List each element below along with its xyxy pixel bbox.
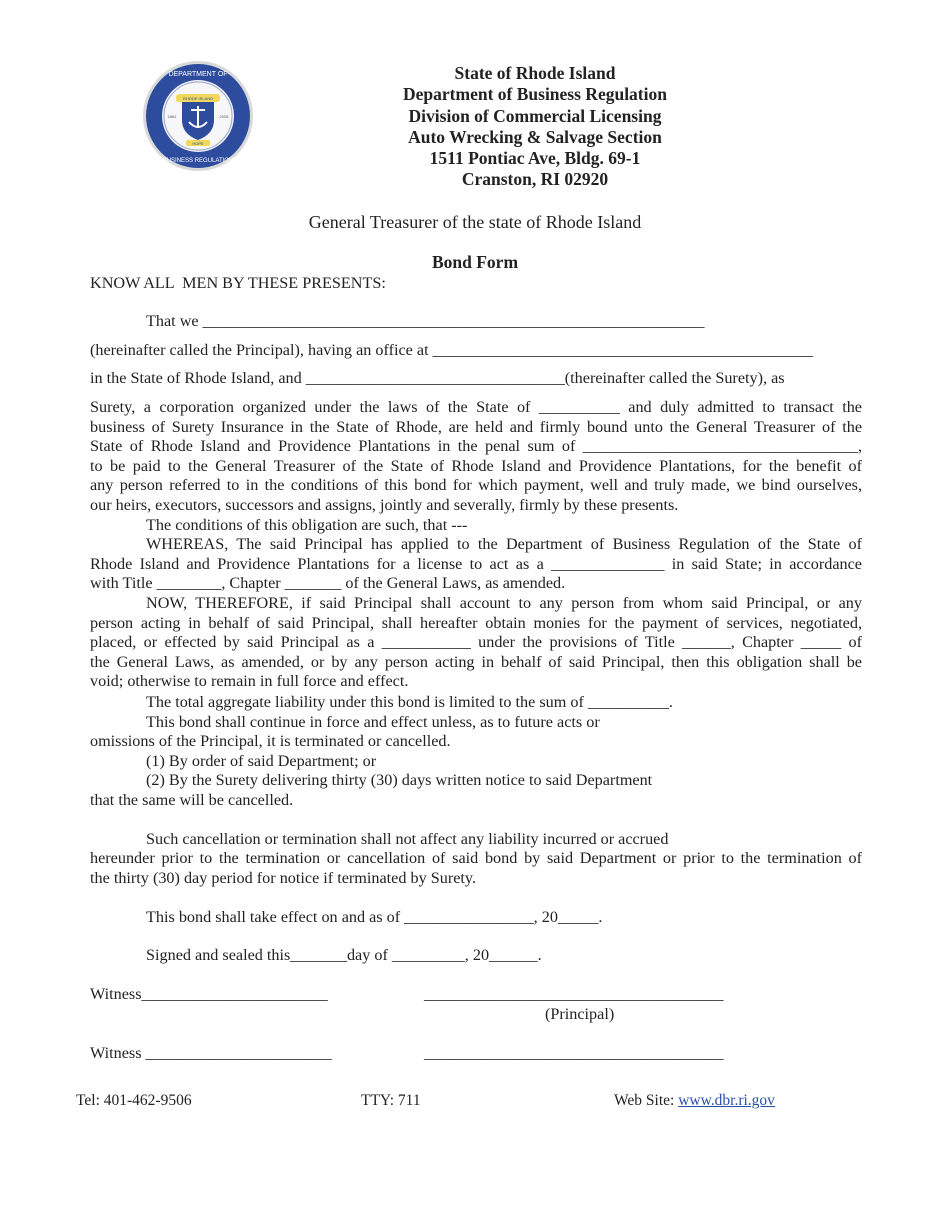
cancellation-line: the thirty (30) day period for notice if terminated by Surety. (90, 869, 476, 887)
witness-1-field[interactable]: Witness_______________________ (90, 985, 328, 1003)
seal-side-left-text: 1861 (167, 114, 177, 119)
seal-ring-top-text: DEPARTMENT OF (168, 71, 228, 78)
paragraph-line: void; otherwise to remain in full force and effect. (90, 672, 409, 690)
letterhead (330, 63, 740, 191)
form-title: Bond Form (431, 252, 519, 272)
paragraph-line: the General Laws, as amended, or by any person acting in behalf of said Principal, then this obligation shall be (90, 653, 862, 671)
condition-item-1: (1) By order of said Department; or (146, 752, 377, 770)
header-division: Division of Commercial Licensing (408, 105, 662, 126)
principal-office-field[interactable]: (hereinafter called the Principal), having an office at _______________________________________________ (90, 341, 814, 359)
paragraph-line: to be paid to the General Treasurer of the State of Rhode Island and Providence Plantations, for the benefit of (90, 457, 862, 475)
principal-name-field[interactable]: That we ______________________________________________________________ (146, 312, 705, 330)
surety-state-field[interactable]: Surety, a corporation organized under the laws of the State of __________ and duly admitted to transact the (90, 398, 862, 416)
website-link[interactable]: www.dbr.ri.gov (678, 1092, 775, 1109)
paragraph-line: business of Surety Insurance in the State of Rhode, are held and firmly bound unto the General Treasurer of the (90, 418, 862, 436)
website-label: Web Site: (614, 1092, 679, 1109)
footer-website (614, 1092, 775, 1110)
continuation-line: omissions of the Principal, it is terminated or cancelled. (90, 732, 451, 750)
penal-sum-field[interactable]: State of Rhode Island and Providence Plantations in the penal sum of __________________________________, (90, 437, 862, 455)
paragraph-line: any person referred to in the conditions of this bond for which payment, well and truly made, we bind ourselves, (90, 476, 862, 494)
header-state: State of Rhode Island (454, 63, 616, 83)
seal-side-right-text: 2005 (219, 114, 229, 119)
header-city: Cranston, RI 02920 (461, 169, 609, 190)
footer-tty: TTY: 711 (361, 1092, 421, 1109)
continuation-line: This bond shall continue in force and effect unless, as to future acts or (146, 713, 600, 731)
title-chapter-field[interactable]: with Title ________, Chapter _______ of the General Laws, as amended. (90, 574, 566, 592)
cancellation-line: Such cancellation or termination shall not affect any liability incurred or accrued (146, 830, 669, 848)
effective-date-field[interactable]: This bond shall take effect on and as of ________________, 20_____. (146, 908, 603, 926)
paragraph-line: person acting in behalf of said Principal, shall hereafter obtain monies for the payment of services, negotiated, (90, 614, 862, 632)
header-section: Auto Wrecking & Salvage Section (408, 126, 662, 147)
treasurer-line: General Treasurer of the state of Rhode Island (308, 212, 642, 232)
conditions-line: The conditions of this obligation are such, that --- (146, 516, 468, 534)
footer-phone: Tel: 401-462-9506 (76, 1092, 192, 1109)
witness-2-field[interactable]: Witness _______________________ (90, 1044, 332, 1062)
condition-item-2: (2) By the Surety delivering thirty (30) days written notice to said Department (146, 771, 653, 789)
now-therefore-line: NOW, THEREFORE, if said Principal shall account to any person from whom said Principal, or any (146, 594, 862, 612)
header-department: Department of Business Regulation (403, 84, 667, 105)
surety-name-field[interactable]: in the State of Rhode Island, and ________________________________(thereinafter called the Surety), as (90, 369, 785, 387)
paragraph-line: our heirs, executors, successors and assigns, jointly and severally, firmly by these presents. (90, 496, 679, 514)
condition-item-2-continued: that the same will be cancelled. (90, 791, 294, 809)
seal-motto-text: HOPE (192, 141, 204, 146)
surety-signature-field[interactable]: _____________________________________ (424, 1044, 724, 1062)
cancellation-line: hereunder prior to the termination or cancellation of said bond by said Department or prior to the termination of (90, 849, 862, 867)
know-all-men-line: KNOW ALL MEN BY THESE PRESENTS: (90, 274, 386, 292)
seal-ring-bottom-text: BUSINESS REGULATION (162, 158, 234, 164)
provisions-title-chapter-field[interactable]: placed, or effected by said Principal as a ___________ under the provisions of Title ______, Chapter _____ of (90, 633, 862, 651)
signed-date-field[interactable]: Signed and sealed this_______day of _________, 20______. (146, 946, 542, 964)
license-type-field[interactable]: Rhode Island and Providence Plantations for a license to act as a ______________ in said State; in accordance (90, 555, 862, 573)
seal-ribbon-text: RHODE ISLAND (182, 96, 214, 101)
department-seal-logo (142, 60, 254, 172)
whereas-line: WHEREAS, The said Principal has applied to the Department of Business Regulation of the State of (146, 535, 862, 553)
header-address: 1511 Pontiac Ave, Bldg. 69-1 (429, 148, 641, 169)
principal-label: (Principal) (545, 1005, 615, 1023)
liability-sum-field[interactable]: The total aggregate liability under this bond is limited to the sum of __________. (146, 693, 673, 711)
principal-signature-field[interactable]: _____________________________________ (424, 985, 724, 1003)
